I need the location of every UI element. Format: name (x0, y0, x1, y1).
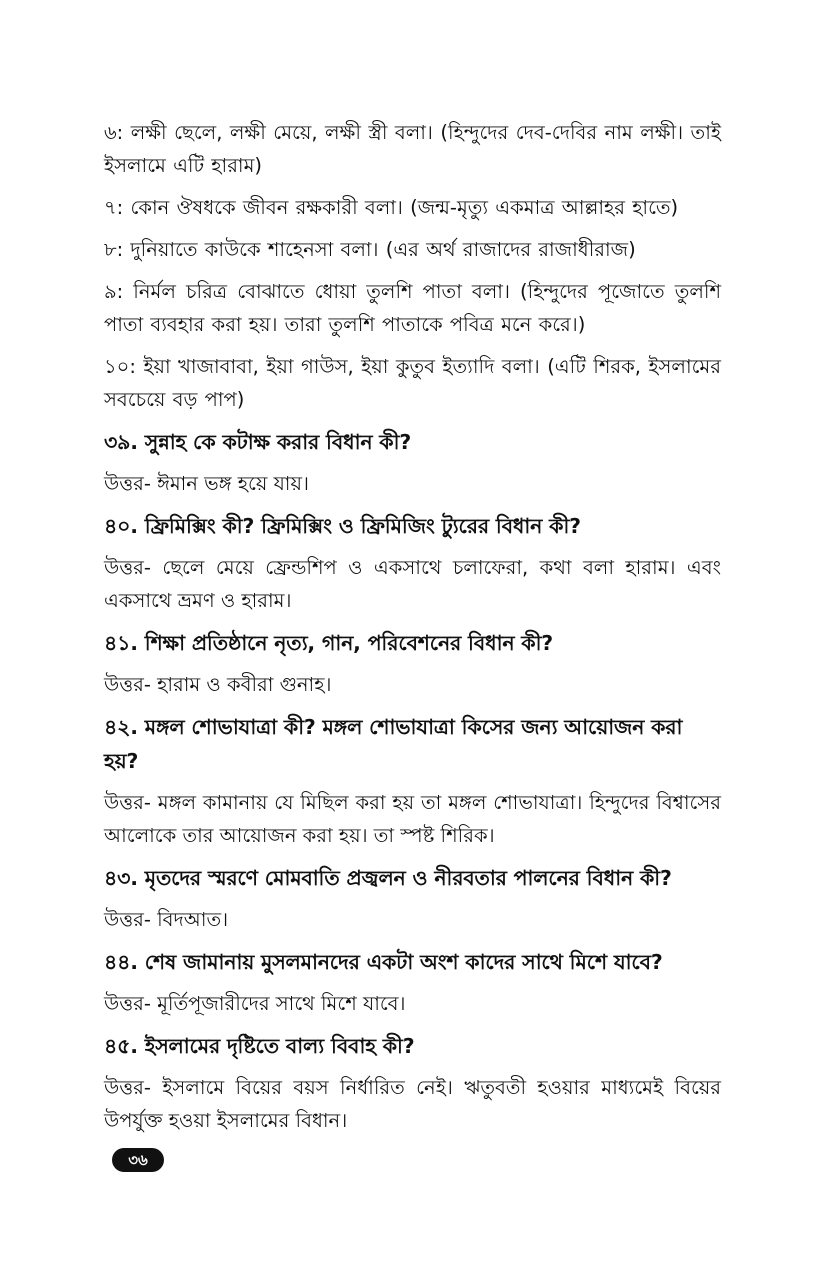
page-number-badge: ৩৬ (112, 1148, 164, 1172)
question-heading: ৪২. মঙ্গল শোভাযাত্রা কী? মঙ্গল শোভাযাত্রা কিসের জন্য আয়োজন করা হয়? (104, 715, 683, 773)
question-heading: ৪৩. মৃতদের স্মরণে মোমবাতি প্রজ্বলন ও নীরবতার পালনের বিধান কী? (104, 866, 672, 890)
question-heading: ৩৯. সুন্নাহ কে কটাক্ষ করার বিধান কী? (104, 430, 412, 454)
list-item: ৭: কোন ঔষধকে জীবন রক্ষকারী বলা। (জন্ম-মৃত্যু একমাত্র আল্লাহর হাতে) (104, 196, 679, 219)
answer-text: উত্তর- মঙ্গল কামানায় যে মিছিল করা হয় তা মঙ্গল শোভাযাত্রা। হিন্দুদের বিশ্বাসের আলোকে তার আয়োজন করা হয়। তা স্পষ্ট শিরিক। (104, 791, 721, 847)
page-content (104, 116, 721, 1146)
answer-text: উত্তর- বিদআত। (104, 908, 229, 931)
list-item: ১০: ইয়া খাজাবাবা, ইয়া গাউস, ইয়া কুতুব ইত্যাদি বলা। (এটি শিরক, ইসলামের সবচেয়ে বড় পাপ) (104, 355, 721, 411)
answer-text: উত্তর- ছেলে মেয়ে ফ্রেন্ডশিপ ও একসাথে চলাফেরা, কথা বলা হারাম। এবং একসাথে ভ্রমণ ও হারাম। (104, 556, 721, 612)
list-item: ৬: লক্ষী ছেলে, লক্ষী মেয়ে, লক্ষী স্ত্রী বলা। (হিন্দুদের দেব-দেবির নাম লক্ষী। তাই ইসলামে এটি হারাম) (104, 121, 721, 177)
answer-text: উত্তর- ইসলামে বিয়ের বয়স নির্ধারিত নেই। ঋতুবতী হওয়ার মাধ্যমেই বিয়ের উপর্যুক্ত হওয়া ইসলামের বিধান। (104, 1076, 721, 1132)
question-heading: ৪০. ফ্রিমিক্সিং কী? ফ্রিমিক্সিং ও ফ্রিমিজিং ট্যুরের বিধান কী? (104, 514, 581, 538)
question-heading: ৪১. শিক্ষা প্রতিষ্ঠানে নৃত্য, গান, পরিবেশনের বিধান কী? (104, 631, 554, 655)
answer-text: উত্তর- হারাম ও কবীরা গুনাহ। (104, 673, 332, 696)
question-heading: ৪৫. ইসলামের দৃষ্টিতে বাল্য বিবাহ কী? (104, 1034, 415, 1058)
question-heading: ৪৪. শেষ জামানায় মুসলমানদের একটা অংশ কাদের সাথে মিশে যাবে? (104, 950, 663, 974)
list-item: ৯: নির্মল চরিত্র বোঝাতে ধোয়া তুলশি পাতা বলা। (হিন্দুদের পূজোতে তুলশি পাতা ব্যবহার করা হয়। তারা তুলশি পাতাকে পবিত্র মনে করে।) (104, 280, 721, 336)
answer-text: উত্তর- ঈমান ভঙ্গ হয়ে যায়। (104, 472, 309, 495)
list-item: ৮: দুনিয়াতে কাউকে শাহেনসা বলা। (এর অর্থ রাজাদের রাজাধীরাজ) (104, 238, 636, 261)
answer-text: উত্তর- মূর্তিপূজারীদের সাথে মিশে যাবে। (104, 992, 406, 1015)
